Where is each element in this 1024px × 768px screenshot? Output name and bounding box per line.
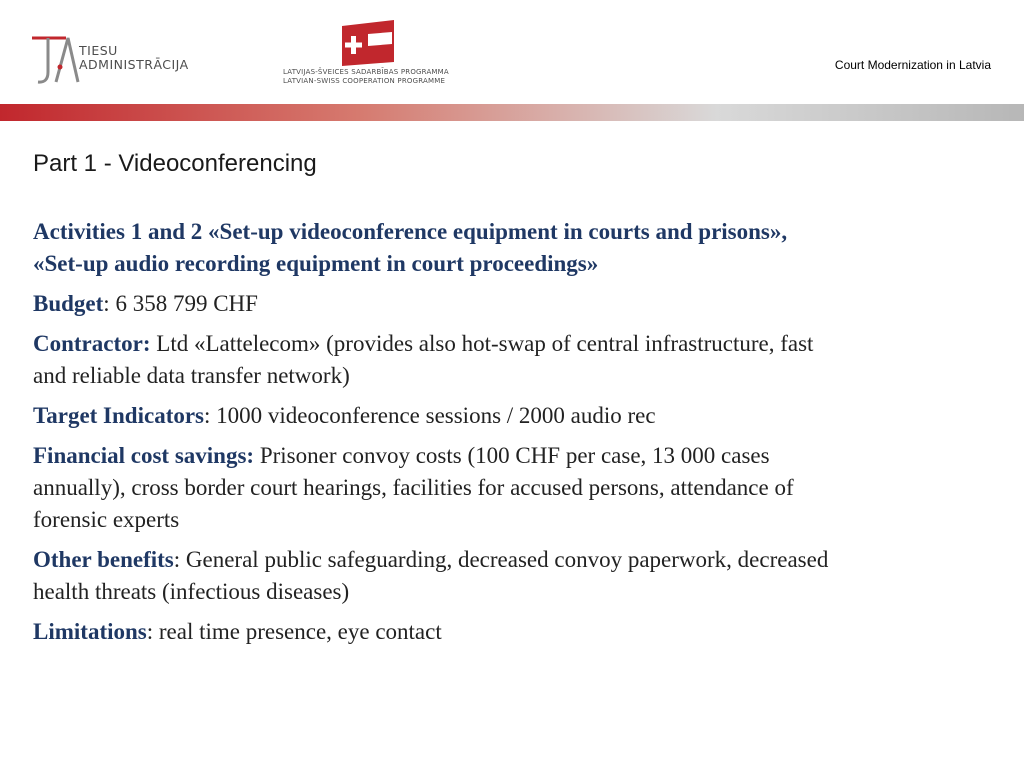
other-benefits-value: General public safeguarding, decreased convoy paperwork, decreased health threats (infectious diseases) (33, 547, 829, 604)
target-indicators-value: 1000 videoconference sessions / 2000 audio rec (216, 403, 656, 428)
logo-text (79, 44, 189, 72)
contractor-label: Contractor: (33, 331, 151, 356)
budget-value: 6 358 799 CHF (115, 291, 258, 316)
ta-monogram-icon (30, 28, 80, 88)
contractor-value: Ltd «Lattelecom» (provides also hot-swap of central infrastructure, fast and reliable data transfer network) (33, 331, 814, 388)
other-benefits-item (33, 544, 833, 608)
header-divider-bar (0, 104, 1024, 121)
header-tagline: Court Modernization in Latvia (834, 58, 991, 72)
contractor-item (33, 328, 833, 392)
partner-text-line2: LATVIAN-SWISS COOPERATION PROGRAMME (283, 77, 446, 85)
partner-text (283, 68, 449, 86)
other-benefits-separator: : (173, 547, 186, 572)
financial-savings-item (33, 440, 833, 536)
target-indicators-label: Target Indicators (33, 403, 205, 428)
limitations-label: Limitations (33, 619, 147, 644)
target-indicators-item (33, 400, 833, 432)
activities-label: Activities 1 and 2 «Set-up videoconference equipment in courts and prisons», «Set-up audio recording equipment in court proceedings» (33, 219, 788, 276)
slide-title: Part 1 - Videoconferencing (33, 150, 317, 177)
financial-savings-value: Prisoner convoy costs (100 CHF per case, 13 000 cases annually), cross border court hearings, facilities for accused persons, attendance of forensic experts (33, 443, 794, 532)
latvian-swiss-programme-logo (283, 18, 458, 88)
budget-label: Budget (33, 291, 104, 316)
slide-body (33, 216, 833, 656)
logo-text-line2: ADMINISTRĀCIJA (79, 57, 189, 72)
target-indicators-separator: : (204, 403, 217, 428)
activities-item (33, 216, 833, 280)
swiss-cross-flag-icon (338, 18, 398, 68)
limitations-value: real time presence, eye contact (158, 619, 442, 644)
partner-text-line1: LATVIJAS-ŠVEICES SADARBĪBAS PROGRAMMA (283, 68, 449, 76)
limitations-item (33, 616, 833, 648)
budget-item (33, 288, 833, 320)
logo-text-line1: TIESU (79, 43, 118, 58)
financial-savings-label: Financial cost savings: (33, 443, 255, 468)
budget-separator: : (103, 291, 116, 316)
slide-header (0, 0, 1024, 110)
limitations-separator: : (146, 619, 159, 644)
other-benefits-label: Other benefits (33, 547, 174, 572)
